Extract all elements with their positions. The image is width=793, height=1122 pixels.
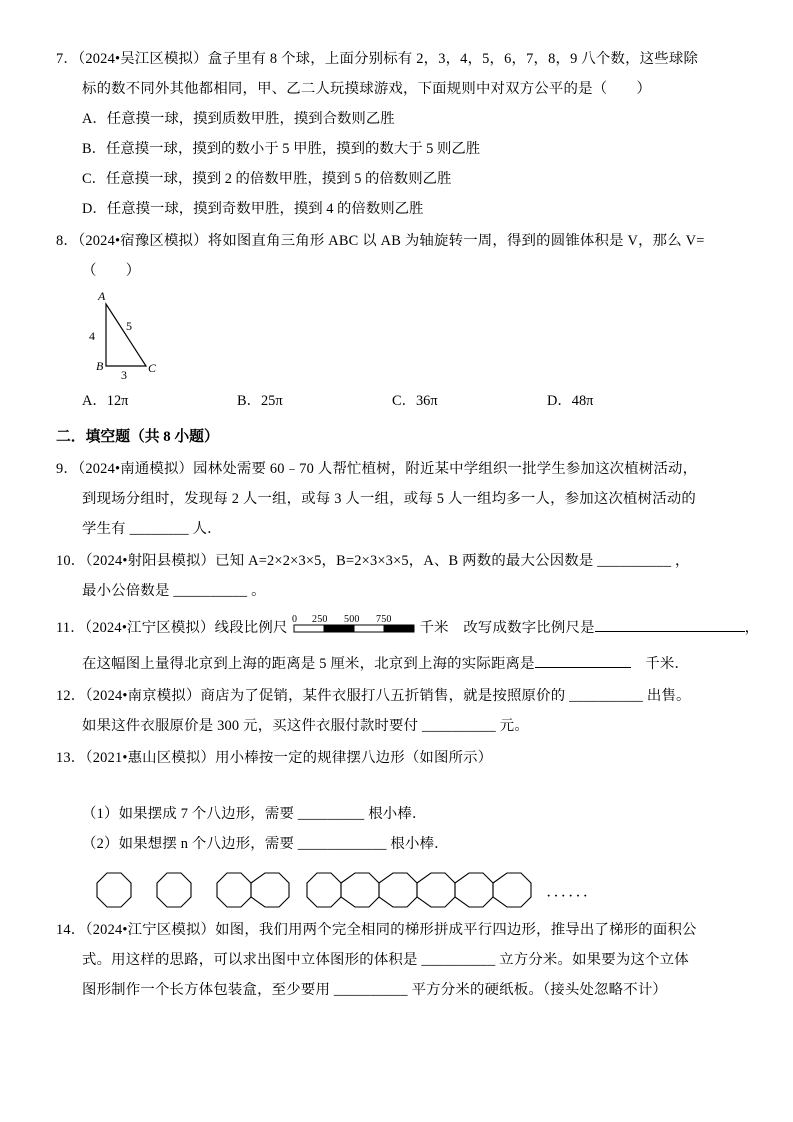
question-10-line-2: 最小公倍数是 __________ 。 (82, 583, 266, 599)
question-7-option-c: C．任意摸一球，摸到 2 的倍数甲胜，摸到 5 的倍数则乙胜 (82, 171, 452, 187)
question-13-spacer (56, 773, 746, 799)
label-C: C (148, 361, 157, 375)
question-8-line-1: 8．（2024•宿豫区模拟）将如图直角三角形 ABC 以 AB 为轴旋转一周，得到的圆锥体积是 V，那么 V= (56, 233, 705, 249)
section-title-fill-in-blank: 二．填空题（共 8 小题） (56, 429, 219, 445)
question-11-text-after: 改写成数字比例尺是 (448, 619, 595, 636)
question-12-line-1: 12．（2024•南京模拟）商店为了促销，某件衣服打八五折销售，就是按照原价的 __________ 出售。 (56, 688, 691, 704)
question-7-option-b: B．任意摸一球，摸到的数小于 5 甲胜，摸到的数大于 5 则乙胜 (82, 141, 481, 157)
question-11-line-1 (56, 608, 760, 649)
question-11-line2-text: 在这幅图上量得北京到上海的距离是 5 厘米，北京到上海的实际距离是 (82, 656, 535, 672)
page-content (56, 44, 760, 1007)
question-11 (56, 608, 760, 679)
question-7-option-d: D．任意摸一球，摸到奇数甲胜，摸到 4 的倍数则乙胜 (82, 201, 424, 217)
question-14-line-1: 14．（2024•江宁区模拟）如图，我们用两个完全相同的梯形拼成平行四边形，推导出了梯形的面积公 (56, 922, 697, 938)
question-13-line-1: 13．（2021•惠山区模拟）用小棒按一定的规律摆八边形（如图所示） (56, 750, 493, 766)
question-8-line-2: （ ） (82, 263, 141, 279)
question-11-blank-1 (595, 631, 745, 632)
question-12 (56, 681, 746, 741)
question-7-line-1: 7．（2024•吴江区模拟）盒子里有 8 个球，上面分别标有 2，3，4，5，6，7，8，9 八个数，这些球除 (56, 51, 699, 67)
octagon-pattern-svg (94, 869, 654, 913)
scale-bar-svg (290, 608, 418, 638)
ellipsis-label: ······ (546, 888, 590, 905)
question-13 (56, 743, 746, 913)
question-11-blank-2 (535, 667, 631, 668)
question-8 (56, 226, 746, 416)
scale-bar-figure (290, 608, 418, 649)
question-7-option-a: A．任意摸一球，摸到质数甲胜，摸到合数则乙胜 (82, 111, 395, 127)
question-11-text-before: 11．（2024•江宁区模拟）线段比例尺 (56, 619, 288, 636)
question-9 (56, 454, 746, 544)
label-side-3: 3 (121, 368, 127, 382)
question-13-line-2: （1）如果摆成 7 个八边形，需要 _________ 根小棒． (82, 806, 427, 822)
question-9-line-3: 学生有 ________ 人． (82, 521, 222, 537)
question-11-comma: ， (744, 619, 760, 636)
question-7-line-2: 标的数不同外其他都相同，甲、乙二人玩摸球游戏，下面规则中对双方公平的是（ ） (82, 81, 652, 97)
question-8-options (56, 386, 746, 416)
question-7 (56, 44, 746, 224)
scale-tick-750: 750 (375, 614, 392, 625)
label-side-4: 4 (89, 329, 95, 343)
scale-tick-0: 0 (291, 614, 297, 625)
question-9-line-1: 9．（2024•南通模拟）园林处需要 60﹣70 人帮忙植树，附近某中学组织一批学生参加这次植树活动， (56, 461, 698, 477)
question-8-option-b: B．25π (237, 393, 283, 409)
question-11-line-2 (56, 649, 746, 679)
question-12-line-2: 如果这件衣服原价是 300 元，买这件衣服付款时要付 __________ 元。 (82, 718, 529, 734)
question-14-line-2: 式。用这样的思路，可以求出图中立体图形的体积是 __________ 立方分米。如果要为这个立体 (82, 952, 689, 968)
scale-tick-250: 250 (311, 614, 328, 625)
question-8-option-d: D．48π (547, 393, 594, 409)
triangle-svg (78, 288, 228, 384)
scale-tick-500: 500 (343, 614, 360, 625)
question-8-option-c: C．36π (392, 393, 438, 409)
question-14 (56, 915, 746, 1005)
question-14-line-3: 图形制作一个长方体包装盒，至少要用 __________ 平方分米的硬纸板。（接头处忽略不计） (82, 982, 668, 998)
label-B: B (96, 359, 104, 373)
question-10-line-1: 10．（2024•射阳县模拟）已知 A=2×2×3×5，B=2×3×3×5，A、B 两数的最大公因数是 __________ ， (56, 553, 690, 569)
question-8-option-a: A．12π (82, 393, 129, 409)
octagon-pattern-figure (94, 869, 746, 913)
question-13-line-3: （2）如果想摆 n 个八边形，需要 ____________ 根小棒． (82, 836, 449, 852)
label-A: A (98, 289, 106, 303)
label-side-5: 5 (126, 319, 132, 333)
question-11-unit: 千米． (630, 656, 690, 672)
right-triangle-figure (78, 288, 746, 384)
question-10 (56, 546, 746, 606)
scale-unit-label: 千米 (419, 619, 449, 636)
question-9-line-2: 到现场分组时，发现每 2 人一组，或每 3 人一组，或每 5 人一组均多一人，参加这次植树活动的 (82, 491, 697, 507)
